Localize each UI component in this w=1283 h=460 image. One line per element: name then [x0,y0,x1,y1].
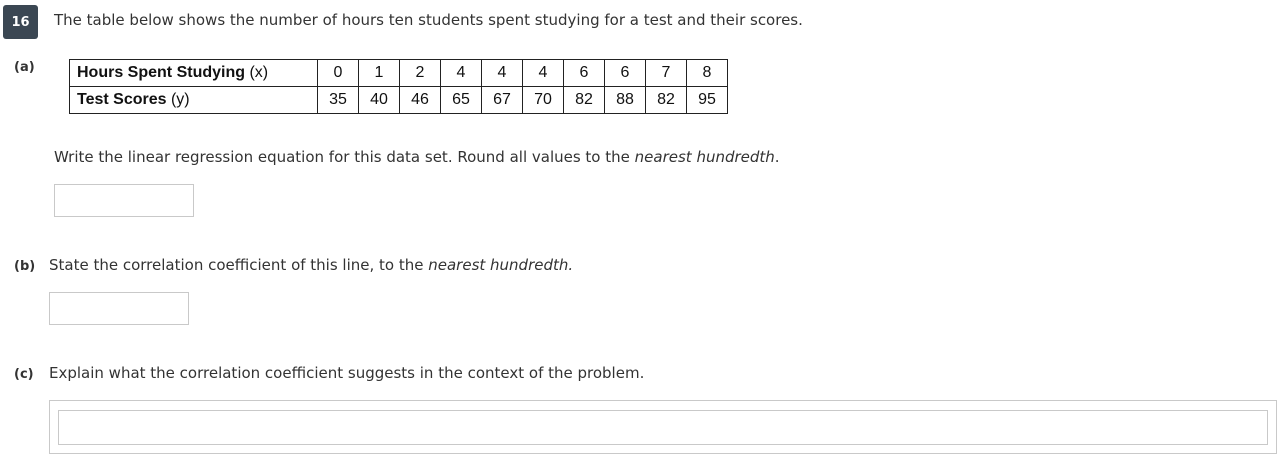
table-cell: 6 [564,60,605,87]
part-b-answer-input[interactable] [49,292,189,325]
row-header-hours-var: (x) [245,64,269,81]
part-a-text: Write the linear regression equation for this data set. Round all values to the [54,148,635,166]
question-number-badge: 16 [3,5,38,39]
table-cell: 46 [400,87,441,114]
table-row-hours [70,60,728,87]
row-header-hours [70,60,318,87]
part-b-emphasis: nearest hundredth. [428,256,574,274]
table-cell: 4 [523,60,564,87]
table-cell: 7 [646,60,687,87]
table-cell: 6 [605,60,646,87]
table-row-scores [70,87,728,114]
part-c-instruction: Explain what the correlation coefficient suggests in the context of the problem. [49,364,645,382]
part-c-answer-textarea[interactable] [58,410,1268,445]
table-cell: 67 [482,87,523,114]
row-header-hours-name: Hours Spent Studying [77,64,245,81]
table-cell: 40 [359,87,400,114]
part-c-answer-container [49,400,1277,454]
table-cell: 8 [687,60,728,87]
part-a-suffix: . [774,148,780,166]
table-cell: 0 [318,60,359,87]
part-b-instruction [49,256,573,274]
table-cell: 65 [441,87,482,114]
row-header-scores [70,87,318,114]
row-header-scores-name: Test Scores [77,91,167,108]
part-b-label: (b) [14,259,36,274]
table-cell: 88 [605,87,646,114]
part-a-instruction [54,148,780,166]
table-cell: 82 [564,87,605,114]
table-cell: 4 [482,60,523,87]
table-cell: 70 [523,87,564,114]
table-cell: 2 [400,60,441,87]
table-cell: 95 [687,87,728,114]
table-cell: 82 [646,87,687,114]
table-cell: 35 [318,87,359,114]
part-a-label: (a) [14,60,35,75]
row-header-scores-var: (y) [166,91,190,108]
data-table [69,59,728,114]
part-b-text: State the correlation coefficient of this line, to the [49,256,429,274]
part-c-label: (c) [14,367,34,382]
table-cell: 1 [359,60,400,87]
part-a-emphasis: nearest hundredth [634,148,775,166]
table-cell: 4 [441,60,482,87]
part-a-answer-input[interactable] [54,184,194,217]
question-prompt: The table below shows the number of hours ten students spent studying for a test and their scores. [54,11,803,29]
